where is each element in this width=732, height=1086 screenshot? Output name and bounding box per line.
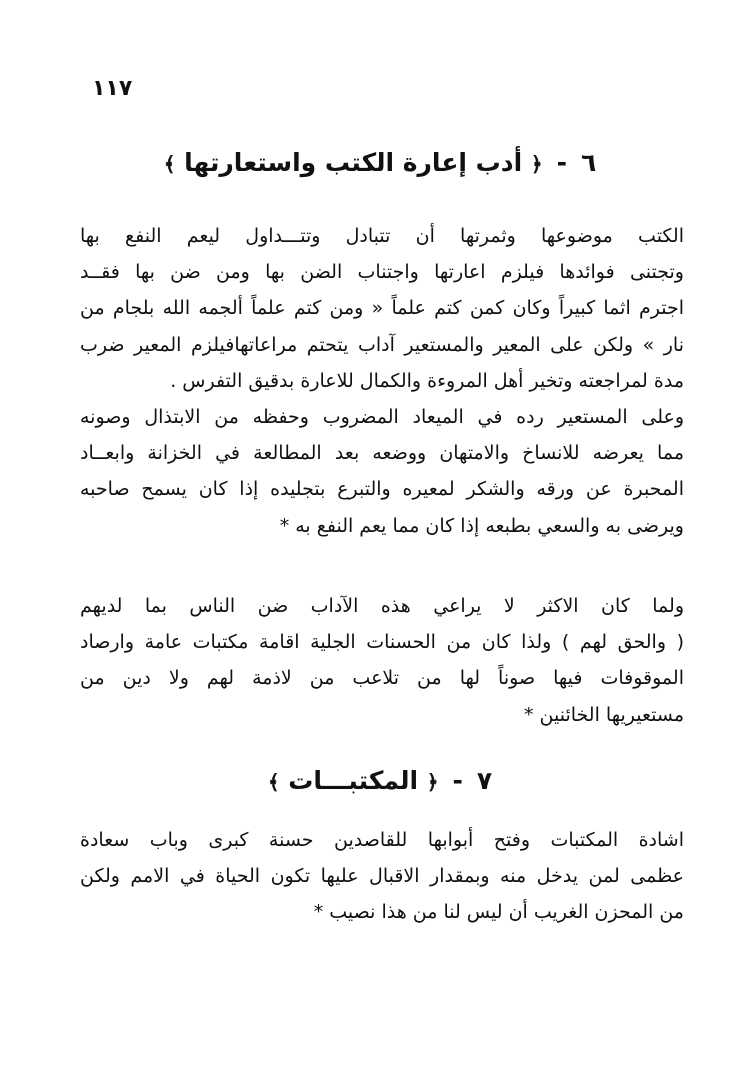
text-line: مما يعرضه للانساخ والامتهان ووضعه بعد المطالعة في الخزانة وابعــاد xyxy=(80,442,684,465)
text-line: وتجتنى فوائدها فيلزم اعارتها واجتناب الضن بها ومن ضن بها فقــد xyxy=(80,261,684,284)
text-line: مستعيريها الخائنين * xyxy=(524,703,684,726)
text-line: ( والحق لهم ) ولذا كان من الحسنات الجلية اقامة مكتبات عامة وارصاد xyxy=(80,631,684,654)
section-heading-7 xyxy=(80,766,680,795)
section-title: أدب إعارة الكتب واستعارتها xyxy=(184,148,523,177)
text-line: ولما كان الاكثر لا يراعي هذه الآداب ضن الناس بما لديهم xyxy=(80,595,684,617)
page-number: ١١٧ xyxy=(92,76,133,101)
text-line: الموقوفات فيها صوناً لها من تلاعب من لاذمة لهم ولا دين من xyxy=(80,667,684,690)
section-title: المكتبـــات xyxy=(288,766,419,795)
ornament-open: ﴿ xyxy=(530,152,543,176)
section-dash: - xyxy=(452,766,463,795)
text-line: المحبرة عن ورقه والشكر لمعيره والتبرع بتجليده إذا كان يسمح صاحبه xyxy=(80,478,684,501)
ornament-close: ﴾ xyxy=(163,152,176,176)
paragraph-libraries xyxy=(80,822,684,931)
text-line: اشادة المكتبات وفتح أبوابها للقاصدين حسنة كبرى وباب سعادة xyxy=(80,829,684,851)
ornament-close: ﴾ xyxy=(267,770,280,794)
text-line: وعلى المستعير رده في الميعاد المضروب وحفظه من الابتذال وصونه xyxy=(80,405,684,428)
section-number: ٦ xyxy=(581,148,597,177)
ornament-open: ﴿ xyxy=(426,770,439,794)
paragraph-public-libraries xyxy=(80,588,684,733)
text-line: نار » ولكن على المعير والمستعير آداب يتحتم مراعاتهافيلزم المعير ضرب xyxy=(80,333,684,356)
text-line: اجترم اثما كبيراً وكان كمن كتم علماً « ومن كتم علماً ألجمه الله بلجام من xyxy=(80,297,684,320)
text-line: الكتب موضوعها وثمرتها أن تتبادل وتتـــداول ليعم النفع بها xyxy=(80,225,684,247)
section-dash: - xyxy=(556,148,568,177)
section-number: ٧ xyxy=(476,766,493,795)
paragraph-borrowing-etiquette xyxy=(80,218,684,544)
section-heading-6 xyxy=(80,148,680,177)
text-line: مدة لمراجعته وتخير أهل المروءة والكمال للاعارة بدقيق التفرس . xyxy=(170,369,684,392)
text-line: ويرضى به والسعي بطبعه إذا كان مما يعم النفع به * xyxy=(279,514,684,537)
text-line: عظمى لمن يدخل منه وبمقدار الاقبال عليها تكون الحياة في الامم ولكن xyxy=(80,865,684,888)
text-line: من المحزن الغريب أن ليس لنا من هذا نصيب * xyxy=(313,901,684,924)
